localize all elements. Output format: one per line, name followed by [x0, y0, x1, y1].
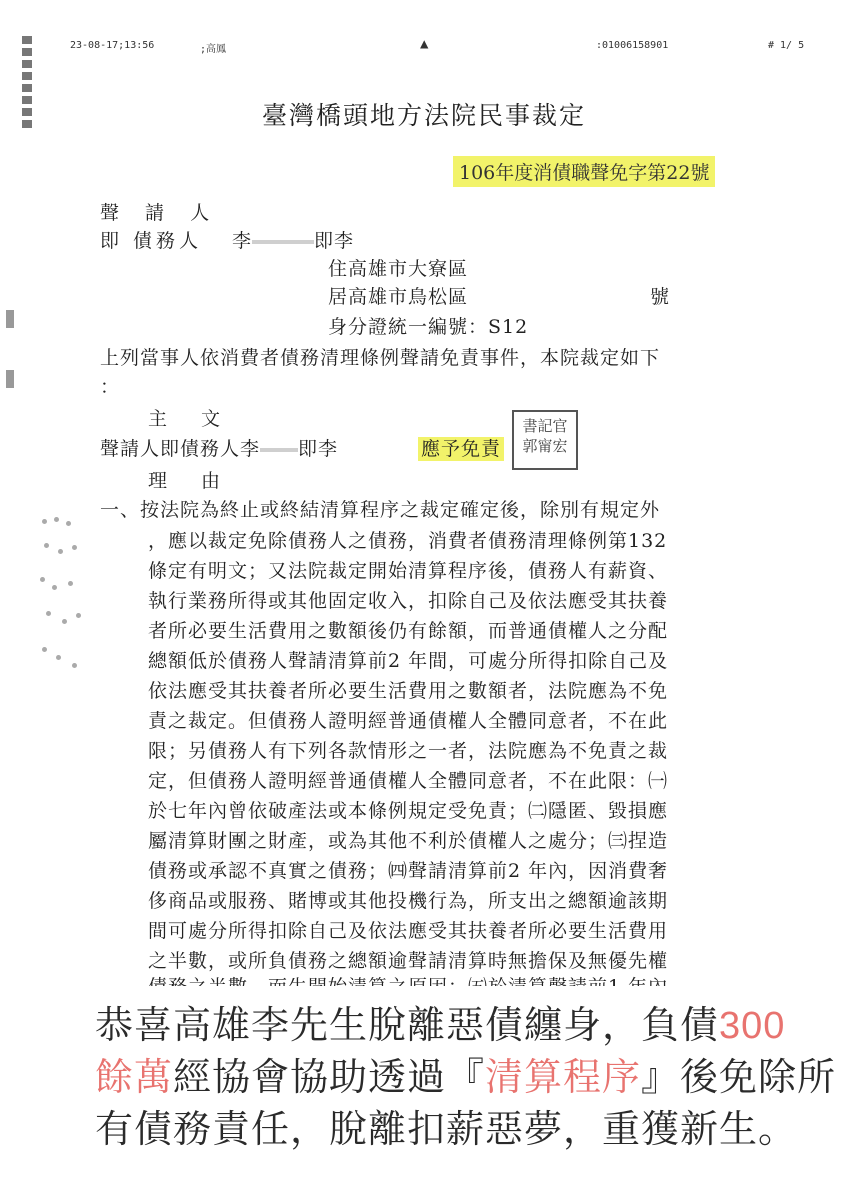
document-title: 臺灣橋頭地方法院民事裁定: [261, 101, 586, 130]
binder-holes: [38, 515, 86, 675]
fax-arrow-icon: ▲: [420, 36, 429, 52]
reason-line: ，應以裁定免除債務人之債務，消費者債務清理條例第132: [148, 530, 668, 552]
caption-text: 經協會協助透過『: [173, 1057, 486, 1099]
address-2-suffix: 號: [650, 286, 671, 308]
reason-line: 屬清算財團之財產，或為其他不利於債權人之處分；㈢捏造: [148, 830, 669, 852]
debtor-alias: 即李: [314, 230, 355, 252]
reason-line: 執行業務所得或其他固定收入，扣除自己及依法應受其扶養: [148, 590, 669, 612]
caption-procedure: 清算程序: [485, 1057, 642, 1099]
stamp-title: 書記官: [522, 417, 568, 435]
caption-line-3: 有債務責任，脫離扣薪惡夢，重獲新生。: [95, 1109, 798, 1151]
reason-line: 定，但債務人證明經普通債權人全體同意者，不在此限：㈠: [148, 770, 669, 792]
reason-first-line: 一、按法院為終止或終結清算程序之裁定確定後，除別有規定外: [100, 499, 661, 521]
reason-line: 者所必要生活費用之數額後仍有餘額，而普通債權人之分配: [148, 620, 669, 642]
ruling-prefix: 聲請人即債務人李: [100, 438, 261, 460]
reason-line-cut: [148, 972, 668, 986]
reason-line: 間可處分所得扣除自己及依法應受其扶養者所必要生活費用: [148, 920, 669, 942]
reason-line: 責之裁定。但債務人證明經普通債權人全體同意者，不在此: [148, 710, 669, 732]
reason-line: 依法應受其扶養者所必要生活費用之數額者，法院應為不免: [148, 680, 669, 702]
caption-debt-amount: 300: [719, 1005, 786, 1047]
reason-heading: 理 由: [148, 470, 235, 492]
debtor-name: [232, 226, 354, 253]
ruling-alias: 即李: [298, 438, 339, 460]
fax-page: # 1/ 5: [768, 40, 805, 51]
intro-line: ：: [100, 376, 121, 398]
applicant-label: 聲 請 人: [100, 202, 220, 224]
reason-line: 侈商品或服務、賭博或其他投機行為，所支出之總額逾該期: [148, 890, 669, 912]
main-heading: 主 文: [148, 408, 235, 430]
reason-line: 限；另債務人有下列各款情形之一者，法院應為不免責之裁: [148, 740, 669, 762]
fax-number: :01006158901: [596, 40, 669, 51]
reason-line: 債務或承認不真實之債務；㈣聲請清算前2 年內，因消費奢: [148, 860, 669, 882]
main-ruling: [100, 434, 338, 461]
case-number: 106年度消債職聲免字第22號: [453, 156, 715, 187]
reason-line: 之半數，或所負債務之總額逾聲請清算時無擔保及無優先權: [148, 950, 669, 972]
scan-mark: [6, 310, 14, 328]
intro-line: 上列當事人依消費者債務清理條例聲請免責事件，本院裁定如下: [100, 347, 661, 369]
ruling-highlight: 應予免責: [418, 437, 504, 461]
id-number: 身分證統一編號：S12: [328, 316, 529, 338]
caption-line-2: [95, 1046, 836, 1101]
stamp-name: 郭甯宏: [522, 437, 568, 456]
scan-mark: [6, 370, 14, 388]
fax-timestamp: 23-08-17;13:56: [70, 40, 155, 51]
reason-line: 條定有明文；又法院裁定開始清算程序後，債務人有薪資、: [148, 560, 669, 582]
caption-text: 』後免除所: [641, 1057, 837, 1099]
redaction: [260, 448, 298, 452]
ruling-text: [418, 434, 504, 461]
reason-line: 總額低於債務人聲請清算前2 年間，可處分所得扣除自己及: [148, 650, 669, 672]
caption-line-1: [95, 994, 785, 1049]
address-2: 居高雄市鳥松區: [328, 286, 469, 308]
clerk-stamp: [512, 410, 578, 470]
caption-debt-unit: 餘萬: [95, 1057, 174, 1099]
caption-text: 恭喜高雄李先生脫離惡債纏身，負債: [95, 1005, 720, 1047]
debtor-label: 即 債務人: [100, 230, 203, 252]
reason-line: 於七年內曾依破產法或本條例規定受免責；㈡隱匿、毀損應: [148, 800, 669, 822]
fax-sender: ;高鳳: [200, 44, 227, 55]
debtor-name-prefix: 李: [232, 230, 253, 252]
redaction: [252, 240, 314, 244]
address-1: 住高雄市大寮區: [328, 258, 469, 280]
